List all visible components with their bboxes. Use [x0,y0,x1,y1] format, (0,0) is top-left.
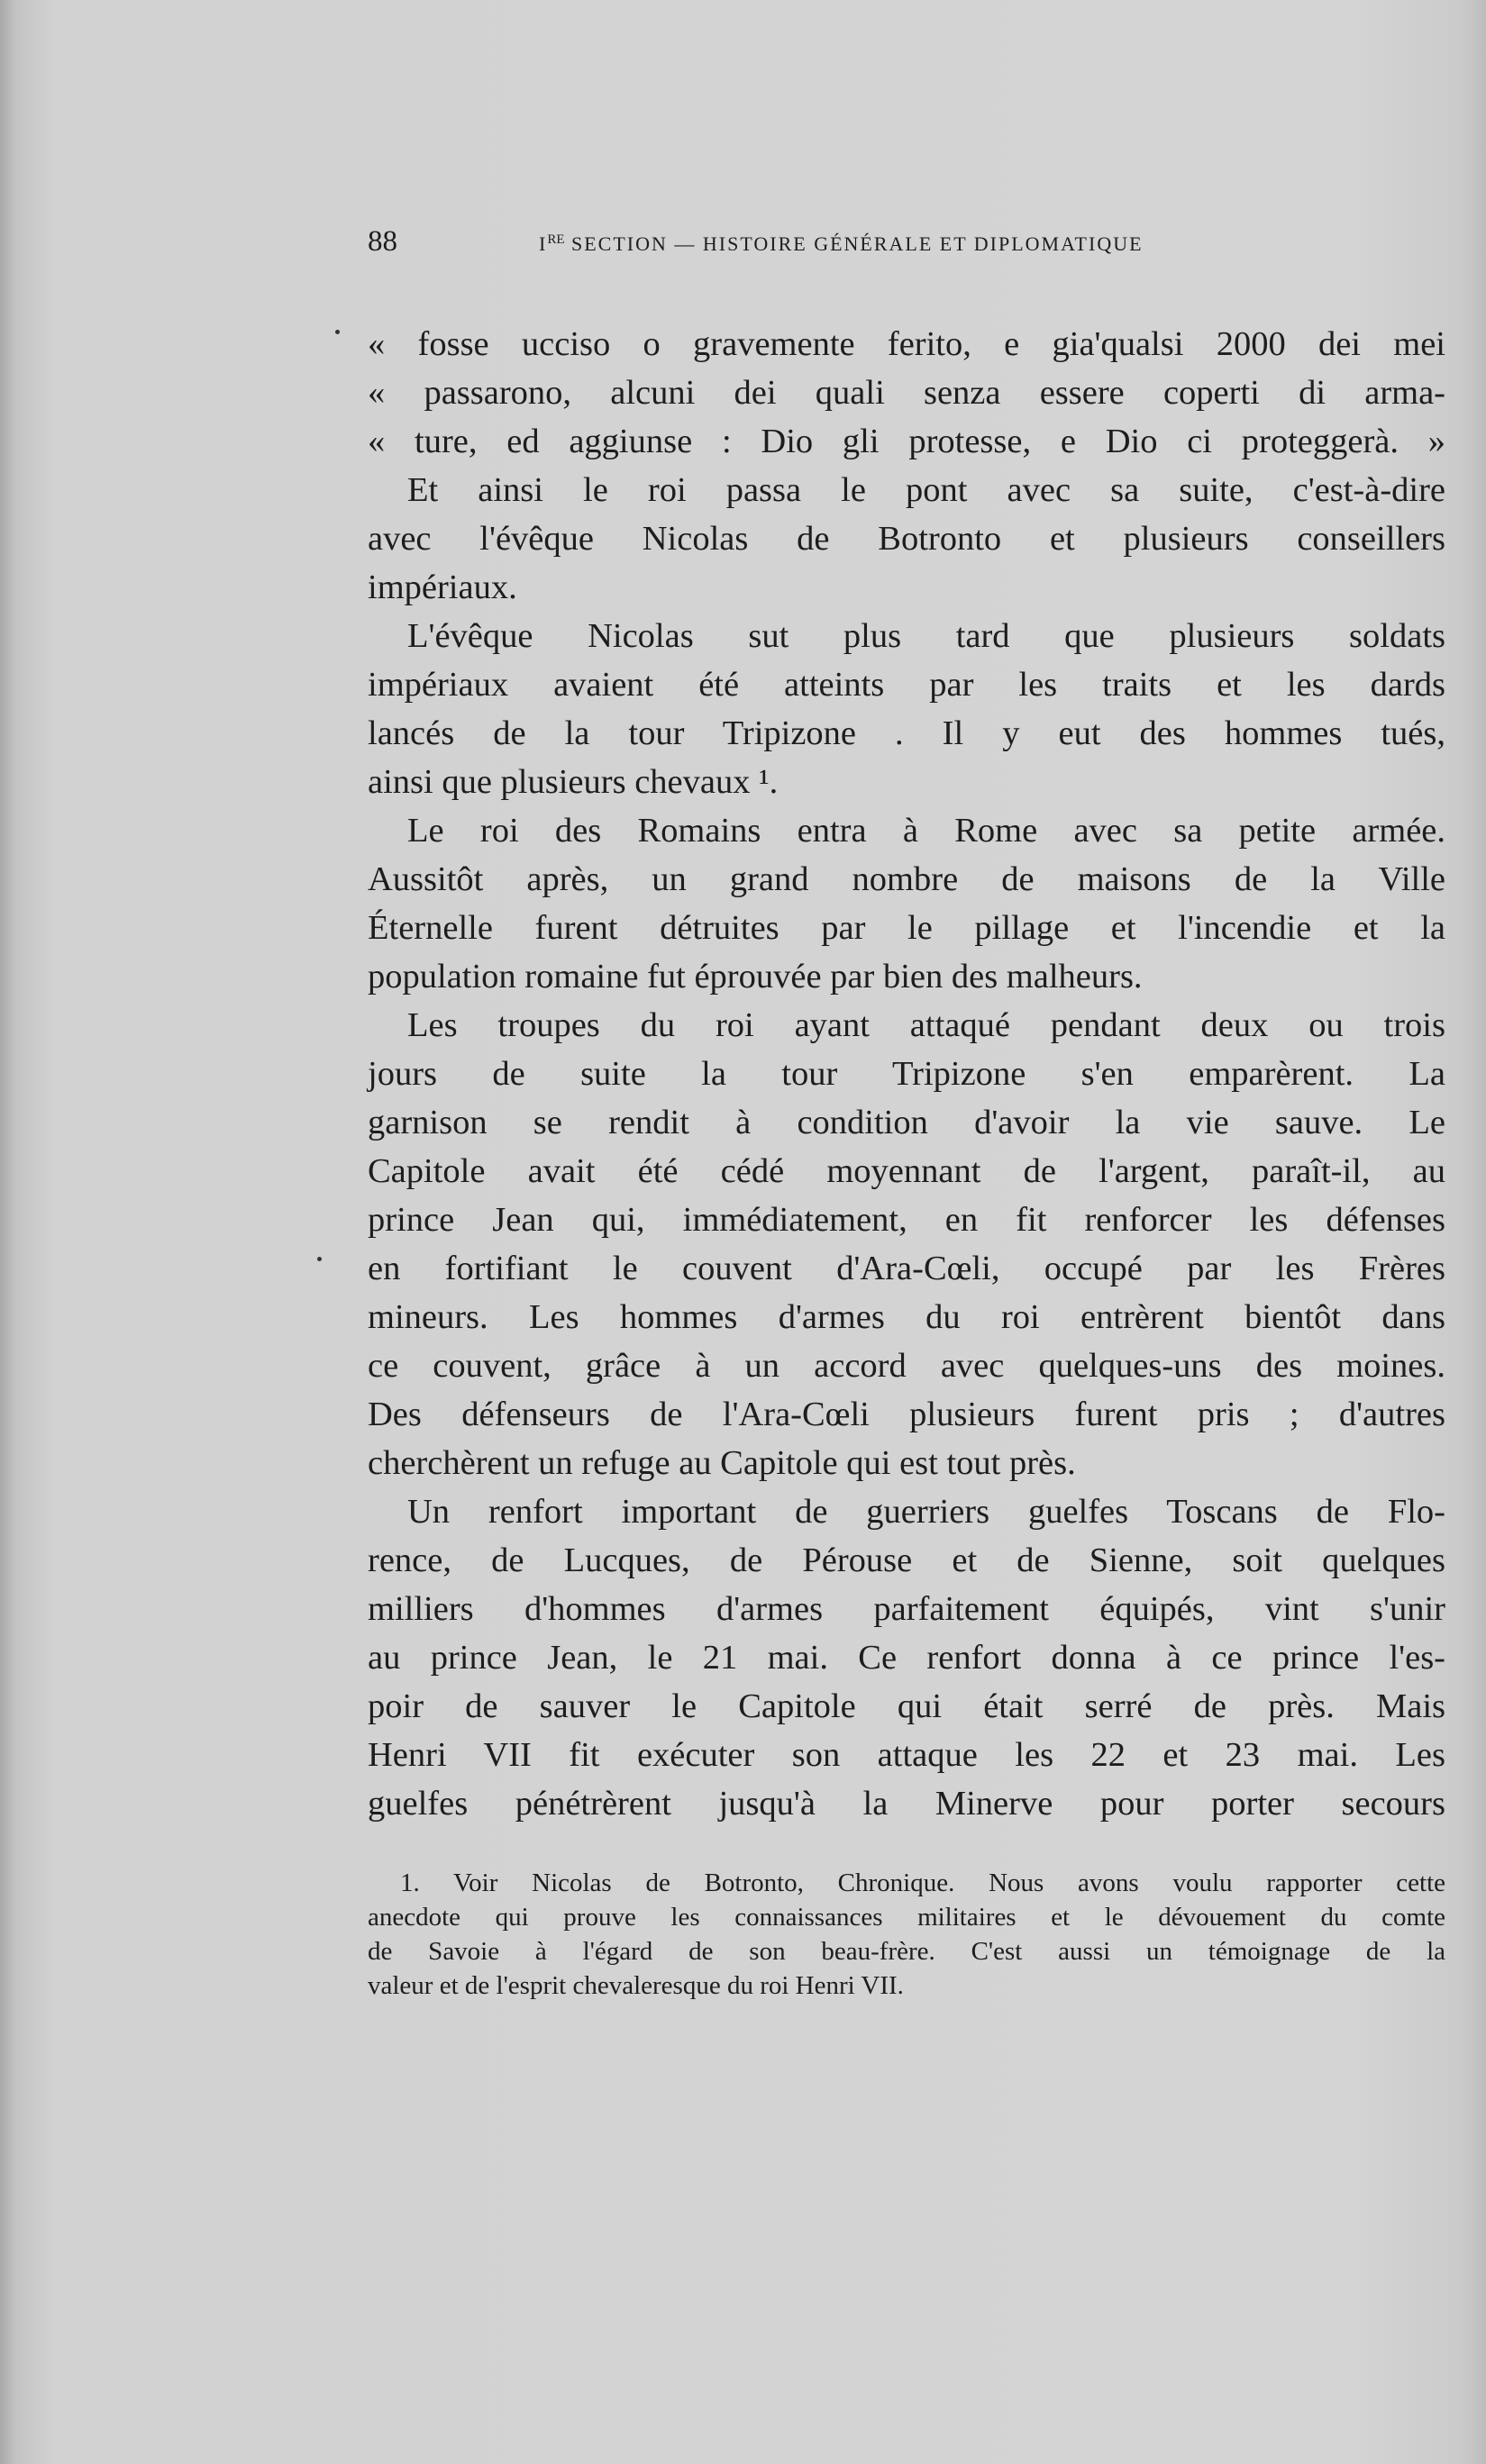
page-header [368,225,1445,279]
text-line: rence, de Lucques, de Pérouse et de Sienne, soit quelques [368,1541,1445,1579]
text-line: Les troupes du roi ayant attaqué pendant deux ou trois [407,1006,1445,1044]
running-title: SECTION — HISTOIRE GÉNÉRALE ET DIPLOMATIQUE [571,232,1144,255]
text-line: Un renfort important de guerriers guelfes Toscans de Flo- [407,1493,1445,1531]
book-page [368,225,1445,2003]
text-line: au prince Jean, le 21 mai. Ce renfort donna à ce prince l'es- [368,1639,1445,1677]
text-line: impériaux. [368,568,517,606]
text-line: poir de sauver le Capitole qui était serré de près. Mais [368,1687,1445,1725]
text-line: ainsi que plusieurs chevaux ¹. [368,763,779,801]
text-line: Capitole avait été cédé moyennant de l'argent, paraît-il, au [368,1152,1445,1190]
text-line: Des défenseurs de l'Ara-Cœli plusieurs furent pris ; d'autres [368,1396,1445,1433]
text-line: jours de suite la tour Tripizone s'en emparèrent. La [368,1055,1445,1093]
text-line: population romaine fut éprouvée par bien des malheurs. [368,958,1143,996]
text-line: impériaux avaient été atteints par les traits et les dards [368,666,1445,704]
text-line: Le roi des Romains entra à Rome avec sa petite armée. [407,812,1445,850]
text-line: guelfes pénétrèrent jusqu'à la Minerve pour porter secours [368,1785,1445,1823]
footnote-line: anecdote qui prouve les connaissances militaires et le dévouement du comte [368,1903,1445,1932]
text-line: « ture, ed aggiunse : Dio gli protesse, e Dio ci proteggerà. » [368,423,1445,460]
text-line: en fortifiant le couvent d'Ara-Cœli, occupé par les Frères [368,1250,1445,1287]
text-line: cherchèrent un refuge au Capitole qui est tout près. [368,1444,1076,1482]
footnotes [368,1866,1445,2003]
text-line: L'évêque Nicolas sut plus tard que plusieurs soldats [407,617,1445,655]
footnote-line: de Savoie à l'égard de son beau-frère. C'est aussi un témoignage de la [368,1937,1445,1966]
text-line: Henri VII fit exécuter son attaque les 22 et 23 mai. Les [368,1736,1445,1774]
margin-mark [317,1257,322,1261]
body-text [368,320,1445,1828]
running-head [539,232,1144,256]
text-line: Éternelle furent détruites par le pillage et l'incendie et la [368,909,1445,947]
text-line: ce couvent, grâce à un accord avec quelques-uns des moines. [368,1347,1445,1385]
text-line: garnison se rendit à condition d'avoir la vie sauve. Le [368,1104,1445,1141]
margin-mark [335,330,340,334]
text-line: mineurs. Les hommes d'armes du roi entrèrent bientôt dans [368,1298,1445,1336]
text-line: Aussitôt après, un grand nombre de maisons de la Ville [368,860,1445,898]
text-line: « passarono, alcuni dei quali senza essere coperti di arma- [368,374,1445,412]
text-line: Et ainsi le roi passa le pont avec sa suite, c'est-à-dire [407,471,1445,509]
page-number: 88 [368,225,397,258]
section-superscript: RE [547,232,565,247]
text-line: « fosse ucciso o gravemente ferito, e gia'qualsi 2000 dei mei [368,325,1445,363]
footnote-line: valeur et de l'esprit chevaleresque du roi Henri VII. [368,1971,904,2000]
text-line: avec l'évêque Nicolas de Botronto et plusieurs conseillers [368,520,1445,558]
footnote-line: 1. Voir Nicolas de Botronto, Chronique. Nous avons voulu rapporter cette [400,1868,1445,1897]
text-line: milliers d'hommes d'armes parfaitement équipés, vint s'unir [368,1590,1445,1628]
text-line: lancés de la tour Tripizone . Il y eut des hommes tués, [368,714,1445,752]
section-number: I [539,232,548,255]
text-line: prince Jean qui, immédiatement, en fit renforcer les défenses [368,1201,1445,1239]
